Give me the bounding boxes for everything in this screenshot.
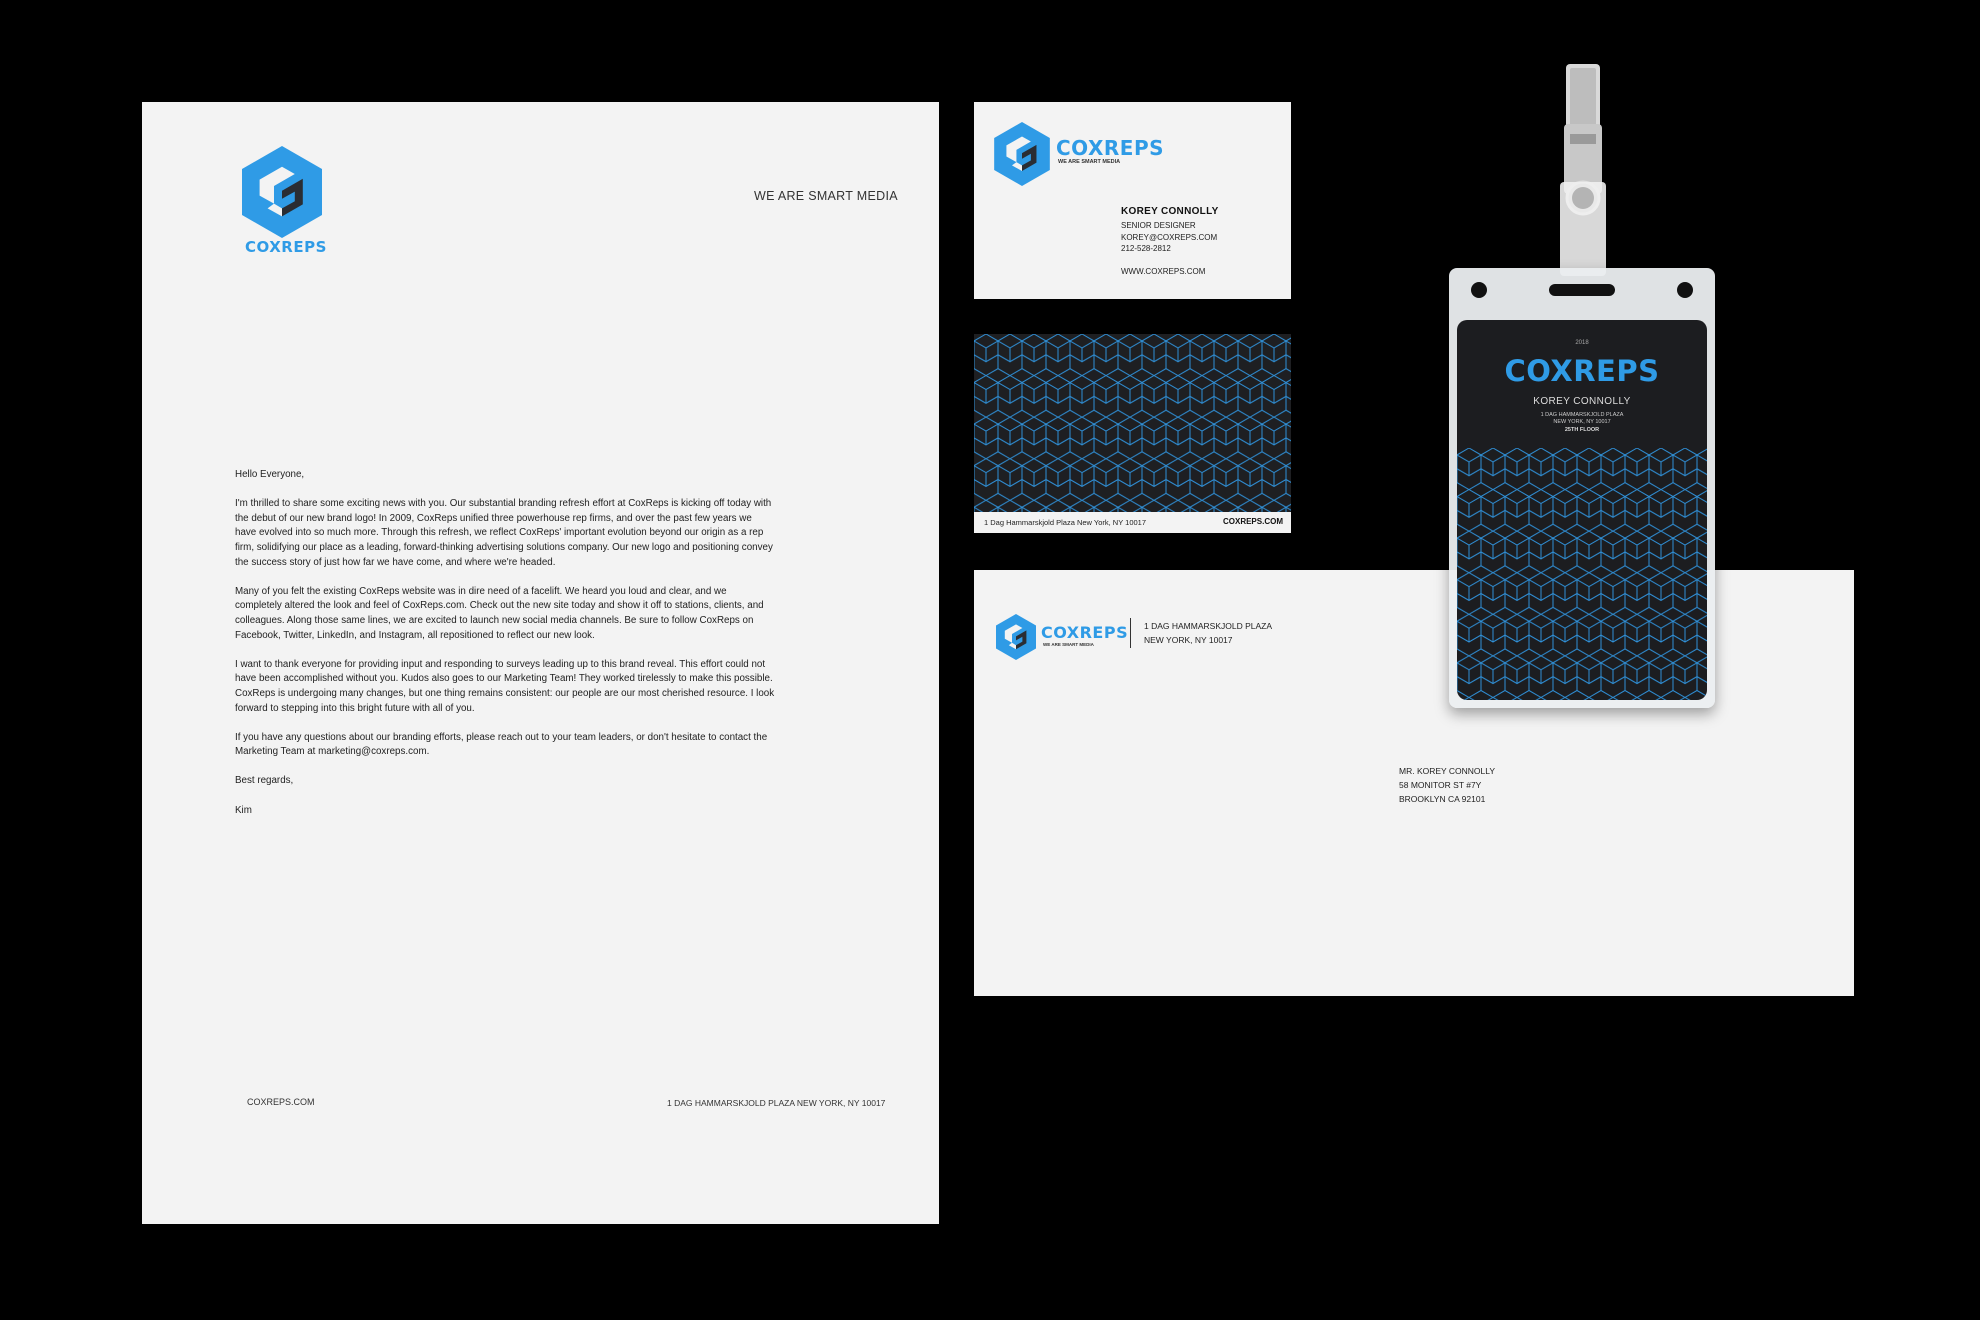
envelope-logo-word: COXREPS bbox=[1041, 623, 1129, 642]
letterhead-footer-address: 1 DAG HAMMARSKJOLD PLAZA NEW YORK, NY 10017 bbox=[667, 1098, 886, 1108]
card-back-website: COXREPS.COM bbox=[1222, 517, 1283, 526]
letter-greeting: Hello Everyone, bbox=[235, 469, 305, 480]
card-website: WWW.COXREPS.COM bbox=[1121, 267, 1206, 276]
letterhead-footer-website: COXREPS.COM bbox=[247, 1097, 315, 1107]
card-name: KOREY CONNOLLY bbox=[1121, 206, 1219, 217]
card-tagline: WE ARE SMART MEDIA bbox=[1058, 159, 1121, 165]
card-logo-word: COXREPS bbox=[1056, 136, 1165, 160]
envelope-divider bbox=[1130, 618, 1131, 648]
letter-paragraph: I want to thank everyone for providing input and responding to surveys leading up to this brand reveal. This effort could not have been accomplished without you. Kudos also goes to our Marketing Team! They worked tirelessly to make this possible. CoxReps is undergoing many changes, but one thing remains consistent: our people are our most cherished resource. I look forward to stepping into this bright future with all of you. bbox=[235, 658, 775, 714]
id-badge-card bbox=[1457, 320, 1707, 700]
badge-holder-slots-icon bbox=[1449, 268, 1715, 318]
badge-address-line: 1 DAG HAMMARSKJOLD PLAZA bbox=[1540, 412, 1624, 418]
business-card-back bbox=[974, 334, 1291, 533]
letterhead bbox=[142, 102, 939, 1224]
coxreps-cube-logo-icon bbox=[994, 122, 1050, 186]
letter-body bbox=[235, 468, 775, 833]
envelope-recipient-line: MR. KOREY CONNOLLY bbox=[1399, 766, 1496, 776]
envelope-return-address-line: NEW YORK, NY 10017 bbox=[1144, 635, 1233, 645]
envelope-recipient-line: 58 MONITOR ST #7Y bbox=[1399, 780, 1482, 790]
letterhead-logo-word: COXREPS bbox=[245, 238, 327, 256]
badge-year: 2018 bbox=[1575, 340, 1589, 346]
letterhead-tagline: WE ARE SMART MEDIA bbox=[754, 189, 898, 203]
card-back-address: 1 Dag Hammarskjold Plaza New York, NY 10017 bbox=[984, 518, 1147, 527]
badge-clip-icon bbox=[1550, 64, 1616, 276]
letter-signature: Kim bbox=[235, 804, 252, 816]
card-phone: 212-528-2812 bbox=[1121, 244, 1171, 253]
envelope-tagline: WE ARE SMART MEDIA bbox=[1043, 642, 1094, 647]
letter-paragraph: Many of you felt the existing CoxReps website was in dire need of a facelift. We heard you loud and clear, and we completely altered the look and feel of CoxReps.com. Check out the new site today and show it off to stations, clients, and colleagues. Along those same lines, we are excited to launch new social media channels. Be sure to follow CoxReps on Facebook, Twitter, LinkedIn, and Instagram, all repositioned to reflect our new look. bbox=[235, 585, 764, 641]
letter-paragraph: If you have any questions about our branding efforts, please reach out to your team leaders, or don't hesitate to contact the Marketing Team at marketing@coxreps.com. bbox=[235, 731, 768, 758]
badge-name: KOREY CONNOLLY bbox=[1533, 396, 1631, 407]
coxreps-cube-logo-icon bbox=[996, 614, 1036, 660]
hexagon-pattern bbox=[1457, 448, 1707, 700]
badge-floor: 25TH FLOOR bbox=[1564, 427, 1600, 433]
badge-logo-word: COXREPS bbox=[1504, 354, 1660, 388]
coxreps-cube-logo-icon bbox=[242, 146, 322, 238]
hexagon-pattern bbox=[974, 334, 1291, 512]
card-title: SENIOR DESIGNER bbox=[1121, 221, 1196, 230]
envelope bbox=[974, 570, 1854, 996]
card-email: KOREY@COXREPS.COM bbox=[1121, 233, 1218, 242]
letter-closing: Best regards, bbox=[235, 775, 294, 787]
business-card-front bbox=[974, 102, 1291, 299]
letter-paragraph: I'm thrilled to share some exciting news with you. Our substantial branding refresh effort at CoxReps is kicking off today with the debut of our new brand logo! In 2009, CoxReps unified three powerhouse rep firms, and over the past few years we have evolved into so much more. Through this refresh, we reflect CoxReps' important evolution beyond our origin as a rep firm, solidifying our place as a leading, forward-thinking advertising solutions company. Our new logo and positioning convey the success story of just how far we have come, and where we're headed. bbox=[235, 498, 773, 568]
id-badge-holder bbox=[1449, 268, 1715, 708]
envelope-recipient-line: BROOKLYN CA 92101 bbox=[1399, 794, 1486, 804]
envelope-return-address-line: 1 DAG HAMMARSKJOLD PLAZA bbox=[1144, 621, 1273, 631]
badge-address-line: NEW YORK, NY 10017 bbox=[1553, 419, 1611, 425]
